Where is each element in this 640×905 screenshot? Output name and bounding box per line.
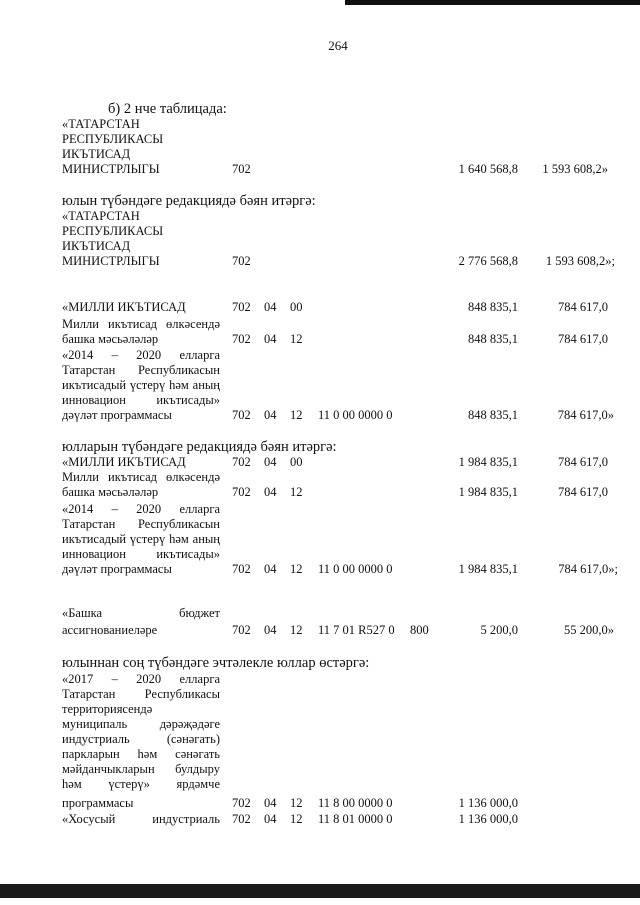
instruction-heading: юлын түбәндәге редакциядә бәян итәргә: [62, 193, 316, 209]
value-2020: 1 593 608,2» [542, 162, 608, 176]
row-name: башка мәсьәләләр [62, 485, 159, 499]
value-2019: 848 835,1 [468, 408, 518, 422]
value-2019: 1 136 000,0 [458, 812, 518, 826]
value-2019: 848 835,1 [468, 332, 518, 346]
program-name-line: дәүләт программасы [62, 408, 172, 422]
value-2020: 55 200,0» [564, 623, 614, 637]
value-2020: 784 617,0»; [558, 562, 618, 576]
table-intro: б) 2 нче таблицада: [108, 101, 227, 117]
program-name-line: инновацион икътисады» [62, 393, 220, 407]
subsection-code: 12 [290, 332, 303, 346]
value-2019: 5 200,0 [480, 623, 518, 637]
ministry-name-line: «ТАТАРСТАН [62, 117, 140, 131]
value-2019: 2 776 568,8 [458, 254, 518, 268]
program-name-line: «2014 – 2020 елларга [62, 348, 220, 362]
page-number: 264 [328, 38, 348, 53]
bottom-edge-bar [0, 884, 640, 898]
row-name: Милли икътисад өлкәсендә [62, 470, 220, 484]
ministry-code: 702 [232, 796, 251, 810]
value-2019: 1 136 000,0 [458, 796, 518, 810]
program-name-line: индустриаль (сәнәгать) [62, 732, 220, 746]
value-2020: 784 617,0» [557, 408, 614, 422]
program-name-line: Татарстан Республикасы [62, 687, 220, 701]
ministry-name-line: МИНИСТРЛЫГЫ [62, 254, 160, 268]
row-name: «Башка бюджет [62, 606, 220, 620]
row-name: башка мәсьәләләр [62, 332, 159, 346]
program-name-line: «2017 – 2020 елларга [62, 672, 220, 686]
ministry-code: 702 [232, 162, 251, 176]
target-article-code: 11 8 01 0000 0 [318, 812, 393, 826]
section-code: 04 [264, 562, 277, 576]
ministry-code: 702 [232, 455, 251, 469]
value-2019: 1 984 835,1 [458, 455, 518, 469]
subsection-code: 12 [290, 408, 303, 422]
row-name: «МИЛЛИ ИКЪТИСАД [62, 455, 186, 469]
section-code: 04 [264, 623, 277, 637]
ministry-code: 702 [232, 254, 251, 268]
row-name: «МИЛЛИ ИКЪТИСАД [62, 300, 186, 314]
row-name: Милли икътисад өлкәсендә [62, 317, 220, 331]
ministry-code: 702 [232, 408, 251, 422]
program-name-line: муниципаль дәрәҗәдәге [62, 717, 220, 731]
program-name-line: «2014 – 2020 елларга [62, 502, 220, 516]
program-name-line: программасы [62, 796, 134, 810]
ministry-name-line: РЕСПУБЛИКАСЫ [62, 224, 164, 238]
value-2020: 784 617,0 [558, 332, 608, 346]
ministry-code: 702 [232, 300, 251, 314]
value-2019: 1 984 835,1 [458, 485, 518, 499]
subsection-code: 12 [290, 562, 303, 576]
target-article-code: 11 7 01 R527 0 [318, 623, 395, 637]
program-name-line: икътисадый үстерү һәм аның [62, 532, 220, 546]
section-code: 04 [264, 796, 277, 810]
program-name-line: һәм үстерү» ярдәмче [62, 777, 220, 791]
program-name-line: икътисадый үстерү һәм аның [62, 378, 220, 392]
ministry-name-line: РЕСПУБЛИКАСЫ [62, 132, 164, 146]
ministry-name-line: «ТАТАРСТАН [62, 209, 140, 223]
value-2019: 848 835,1 [468, 300, 518, 314]
ministry-code: 702 [232, 562, 251, 576]
program-name-line: дәүләт программасы [62, 562, 172, 576]
row-name: «Хосусый индустриаль [62, 812, 220, 826]
ministry-code: 702 [232, 485, 251, 499]
section-code: 04 [264, 485, 277, 499]
row-name: ассигнованиеләре [62, 623, 158, 637]
program-name-line: Татарстан Республикасын [62, 517, 220, 531]
ministry-code: 702 [232, 623, 251, 637]
section-code: 04 [264, 455, 277, 469]
program-name-line: инновацион икътисады» [62, 547, 220, 561]
ministry-code: 702 [232, 332, 251, 346]
section-code: 04 [264, 332, 277, 346]
subsection-code: 12 [290, 812, 303, 826]
section-code: 04 [264, 812, 277, 826]
ministry-name-line: ИКЪТИСАД [62, 239, 131, 253]
value-2020: 1 593 608,2»; [545, 254, 615, 268]
section-code: 04 [264, 408, 277, 422]
program-name-line: мәйданчыкларын булдыру [62, 762, 220, 776]
subsection-code: 12 [290, 796, 303, 810]
value-2020: 784 617,0 [558, 300, 608, 314]
value-2020: 784 617,0 [558, 485, 608, 499]
instruction-heading: юлларын түбәндәге редакциядә бәян итәргә: [62, 439, 337, 455]
subsection-code: 12 [290, 485, 303, 499]
subsection-code: 00 [290, 455, 303, 469]
program-name-line: Татарстан Республикасын [62, 363, 220, 377]
top-edge-bar [345, 0, 640, 5]
ministry-code: 702 [232, 812, 251, 826]
subsection-code: 00 [290, 300, 303, 314]
program-name-line: паркларын һәм сәнәгать [62, 747, 220, 761]
target-article-code: 11 8 00 0000 0 [318, 796, 393, 810]
ministry-name-line: МИНИСТРЛЫГЫ [62, 162, 160, 176]
instruction-heading: юлыннан соң түбәндәге эчтәлекле юллар өстәргә: [62, 655, 370, 671]
target-article-code: 11 0 00 0000 0 [318, 408, 393, 422]
section-code: 04 [264, 300, 277, 314]
ministry-name-line: ИКЪТИСАД [62, 147, 131, 161]
subsection-code: 12 [290, 623, 303, 637]
value-2019: 1 984 835,1 [458, 562, 518, 576]
program-name-line: территориясендә [62, 702, 153, 716]
expense-type-code: 800 [410, 623, 429, 637]
value-2020: 784 617,0 [558, 455, 608, 469]
target-article-code: 11 0 00 0000 0 [318, 562, 393, 576]
value-2019: 1 640 568,8 [458, 162, 518, 176]
